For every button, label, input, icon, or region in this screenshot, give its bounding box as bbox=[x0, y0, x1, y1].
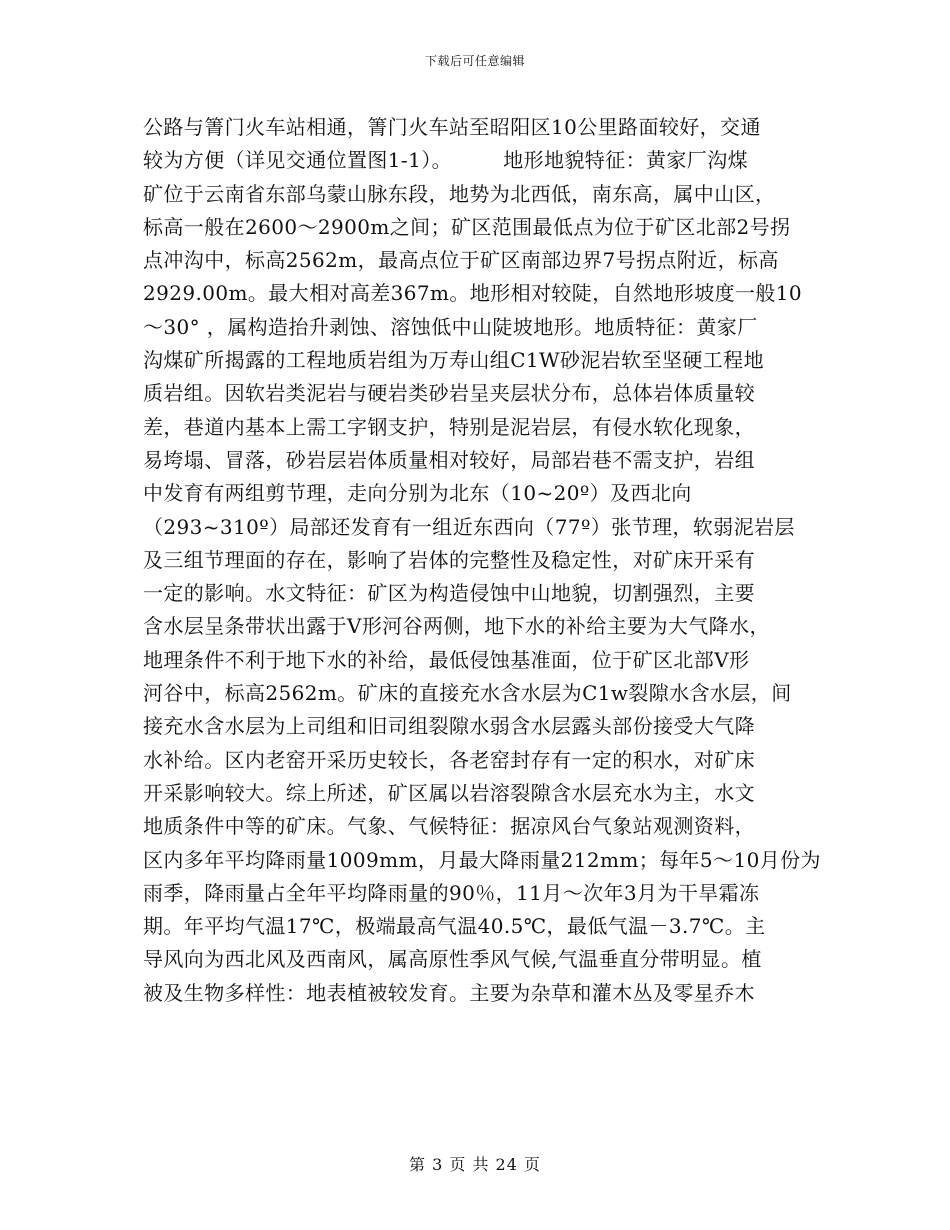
page-header: 下载后可任意编辑 bbox=[424, 54, 525, 68]
text-line: 沟煤矿所揭露的工程地质岩组为万寿山组C1W砂泥岩软至坚硬工程地 bbox=[143, 348, 764, 373]
text-line: 期。年平均气温17℃，极端最高气温40.5℃，最低气温－3.7℃。主 bbox=[143, 914, 766, 939]
text-line: 被及生物多样性：地表植被较发育。主要为杂草和灌木丛及零星乔木 bbox=[143, 980, 755, 1005]
text-line: 矿位于云南省东部乌蒙山脉东段，地势为北西低，南东高，属中山区， bbox=[143, 181, 776, 206]
page-footer: 第 3 页 共 24 页 bbox=[409, 1155, 541, 1174]
text-line: 差，巷道内基本上需工字钢支护，特别是泥岩层，有侵水软化现象， bbox=[143, 414, 755, 439]
text-line: 水补给。区内老窑开采历史较长，各老窑封存有一定的积水，对矿床 bbox=[143, 747, 755, 772]
text-line: 中发育有两组剪节理，走向分别为北东（10~20º）及西北向 bbox=[143, 481, 692, 506]
text-line: 区内多年平均降雨量1009mm，月最大降雨量212mm；每年5～10月份为 bbox=[143, 847, 821, 872]
text-line: 一定的影响。水文特征：矿区为构造侵蚀中山地貌，切割强烈，主要 bbox=[143, 581, 755, 606]
text-line: 地理条件不利于地下水的补给，最低侵蚀基准面，位于矿区北部V形 bbox=[143, 647, 750, 672]
text-line: 含水层呈条带状出露于V形河谷两侧，地下水的补给主要为大气降水， bbox=[143, 614, 770, 639]
text-line: 点冲沟中，标高2562m，最高点位于矿区南部边界7号拐点附近，标高 bbox=[143, 248, 779, 273]
text-line: 河谷中，标高2562m。矿床的直接充水含水层为C1w裂隙水含水层，间 bbox=[143, 681, 792, 706]
text-line: 公路与箐门火车站相通，箐门火车站至昭阳区10公里路面较好，交通 bbox=[143, 115, 761, 139]
text-line: 接充水含水层为上司组和旧司组裂隙水弱含水层露头部份接受大气降 bbox=[143, 714, 755, 739]
text-line: 雨季，降雨量占全年平均降雨量的90％，11月～次年3月为干旱霜冻 bbox=[143, 880, 760, 905]
text-line: 2929.00m。最大相对高差367m。地形相对较陡，自然地形坡度一般10 bbox=[143, 281, 803, 306]
text-line: 质岩组。因软岩类泥岩与硬岩类砂岩呈夹层状分布，总体岩体质量较 bbox=[143, 381, 755, 406]
text-line: 及三组节理面的存在，影响了岩体的完整性及稳定性，对矿床开采有 bbox=[143, 547, 755, 572]
text-line: 地质条件中等的矿床。气象、气候特征：据凉风台气象站观测资料， bbox=[143, 814, 755, 839]
text-line: 标高一般在2600～2900m之间；矿区范围最低点为位于矿区北部2号拐 bbox=[143, 214, 791, 239]
text-line: 易垮塌、冒落，砂岩层岩体质量相对较好，局部岩巷不需支护，岩组 bbox=[143, 447, 755, 472]
text-line: 较为方便（详见交通位置图1-1）。 地形地貌特征：黄家厂沟煤 bbox=[143, 148, 749, 173]
text-line: 开采影响较大。综上所述，矿区属以岩溶裂隙含水层充水为主，水文 bbox=[143, 780, 755, 805]
text-line: ～30° ，属构造抬升剥蚀、溶蚀低中山陡坡地形。地质特征：黄家厂 bbox=[143, 314, 758, 339]
document-body bbox=[143, 111, 821, 1010]
text-line: 导风向为西北风及西南风，属高原性季风气候,气温垂直分带明显。植 bbox=[143, 947, 762, 972]
text-line: （293~310º）局部还发育有一组近东西向（77º）张节理，软弱泥岩层 bbox=[143, 514, 795, 539]
